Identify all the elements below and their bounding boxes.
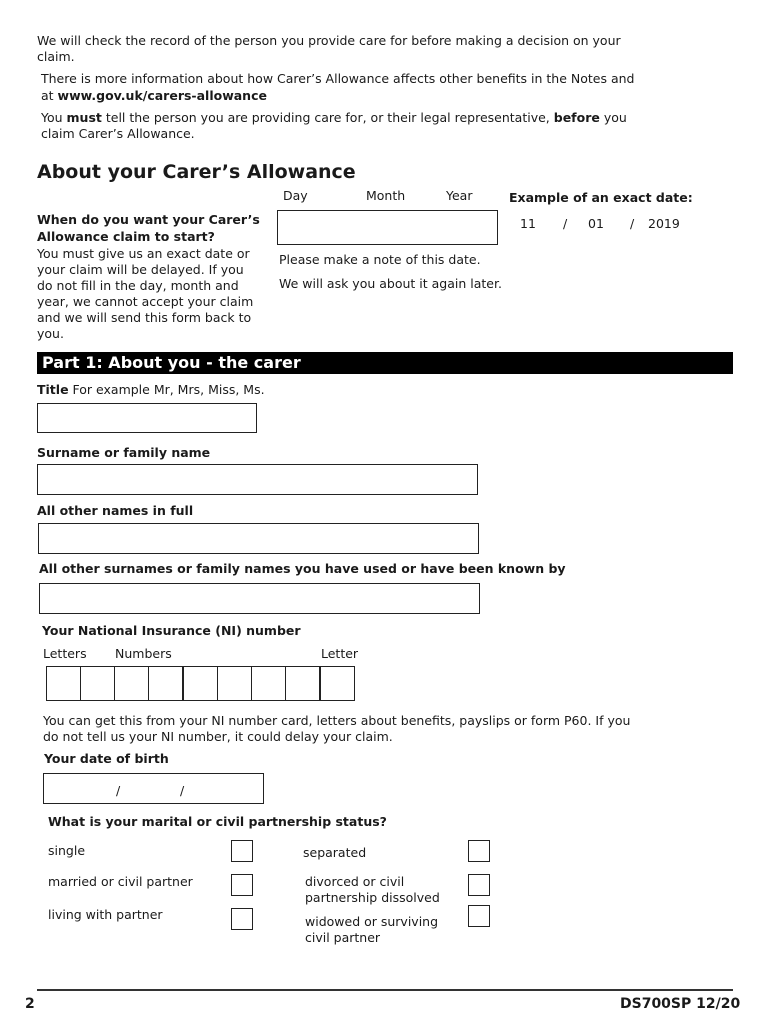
claim-start-question-2: Allowance claim to start? xyxy=(37,229,215,244)
example-day: 11 xyxy=(520,216,536,231)
opt-divorced-label-1: divorced or civil xyxy=(305,874,405,889)
dob-label: Your date of birth xyxy=(44,751,169,766)
claim-start-desc-6: you. xyxy=(37,326,64,341)
ni-cell-1[interactable] xyxy=(46,666,81,701)
intro-line-1 xyxy=(37,33,621,49)
ni-numbers-label: Numbers xyxy=(115,646,172,661)
claim-start-desc-1: You must give us an exact date or xyxy=(37,246,250,261)
year-label: Year xyxy=(446,188,473,203)
emphasis-must: must xyxy=(66,110,102,125)
opt-separated-label: separated xyxy=(303,845,367,860)
footer-divider xyxy=(37,989,733,991)
ni-cell-2[interactable] xyxy=(80,666,115,701)
note-date: Please make a note of this date. xyxy=(279,252,481,267)
single-checkbox[interactable] xyxy=(231,840,253,862)
surname-label: Surname or family name xyxy=(37,445,211,460)
married-checkbox[interactable] xyxy=(231,874,253,896)
ni-cell-6[interactable] xyxy=(217,666,252,701)
ni-cell-8[interactable] xyxy=(285,666,320,701)
example-sep-2: / xyxy=(630,216,635,231)
intro-line-2b xyxy=(41,88,267,104)
ni-label: Your National Insurance (NI) number xyxy=(42,623,301,638)
intro-text: tell the person you are providing care for, or their legal representative, xyxy=(101,110,554,125)
dob-sep-2: / xyxy=(180,783,185,798)
claim-start-desc-2: your claim will be delayed. If you xyxy=(37,262,244,277)
part1-heading: Part 1: About you - the carer xyxy=(37,352,733,374)
other-names-label: All other names in full xyxy=(37,503,194,518)
day-label: Day xyxy=(283,188,308,203)
ni-cell-5[interactable] xyxy=(183,666,218,701)
note-ask-again: We will ask you about it again later. xyxy=(279,276,502,291)
intro-text: You xyxy=(41,110,67,125)
ni-cell-4[interactable] xyxy=(148,666,183,701)
ni-help-1: You can get this from your NI number card, letters about benefits, payslips or form P60. If you xyxy=(43,713,631,728)
widowed-checkbox[interactable] xyxy=(468,905,490,927)
title-label-text: Title xyxy=(37,382,69,397)
marital-label: What is your marital or civil partnership status? xyxy=(48,814,387,829)
carers-allowance-link[interactable]: www.gov.uk/carers-allowance xyxy=(57,88,267,103)
opt-widowed-label-1: widowed or surviving xyxy=(305,914,439,929)
claim-start-desc-4: year, we cannot accept your claim xyxy=(37,294,254,309)
intro-line-1b: claim. xyxy=(37,49,75,64)
opt-living-label: living with partner xyxy=(48,907,163,922)
living-with-partner-checkbox[interactable] xyxy=(231,908,253,930)
example-date-label: Example of an exact date: xyxy=(509,190,693,205)
example-sep-1: / xyxy=(563,216,568,231)
dob-sep-1: / xyxy=(116,783,121,798)
form-code: DS700SP 12/20 xyxy=(620,996,741,1012)
opt-married-label: married or civil partner xyxy=(48,874,193,889)
other-names-input[interactable] xyxy=(38,523,479,554)
example-year: 2019 xyxy=(648,216,680,231)
intro-line-3b: claim Carer’s Allowance. xyxy=(41,126,195,141)
opt-widowed-label-2: civil partner xyxy=(305,930,381,945)
ni-letter-label: Letter xyxy=(321,646,359,661)
intro-text: We will check the record of the person you provide care for before making a decision on your xyxy=(37,33,621,48)
claim-start-date-input[interactable] xyxy=(277,210,498,245)
divorced-checkbox[interactable] xyxy=(468,874,490,896)
ni-help-2: do not tell us your NI number, it could delay your claim. xyxy=(43,729,393,744)
ni-cell-3[interactable] xyxy=(114,666,149,701)
opt-single-label: single xyxy=(48,843,86,858)
ni-cell-7[interactable] xyxy=(251,666,286,701)
title-hint: For example Mr, Mrs, Miss, Ms. xyxy=(68,382,265,397)
intro-line-3 xyxy=(41,110,627,126)
ni-letters-label: Letters xyxy=(43,646,87,661)
claim-start-desc-3: do not fill in the day, month and xyxy=(37,278,239,293)
claim-start-question-1: When do you want your Carer’s xyxy=(37,212,260,227)
opt-divorced-label-2: partnership dissolved xyxy=(305,890,440,905)
other-surnames-label: All other surnames or family names you have used or have been known by xyxy=(39,561,566,576)
surname-input[interactable] xyxy=(37,464,478,495)
intro-line-2: There is more information about how Carer’s Allowance affects other benefits in the Notes and xyxy=(41,71,635,86)
page-number: 2 xyxy=(25,996,35,1012)
title-label xyxy=(37,382,265,398)
title-input[interactable] xyxy=(37,403,257,433)
separated-checkbox[interactable] xyxy=(468,840,490,862)
month-label: Month xyxy=(366,188,406,203)
example-month: 01 xyxy=(588,216,604,231)
about-heading: About your Carer’s Allowance xyxy=(37,161,356,183)
dob-input[interactable] xyxy=(43,773,264,804)
other-surnames-input[interactable] xyxy=(39,583,480,614)
ni-cell-9[interactable] xyxy=(320,666,355,701)
emphasis-before: before xyxy=(553,110,600,125)
intro-text: at xyxy=(41,88,58,103)
intro-text: you xyxy=(599,110,627,125)
claim-start-desc-5: and we will send this form back to xyxy=(37,310,252,325)
